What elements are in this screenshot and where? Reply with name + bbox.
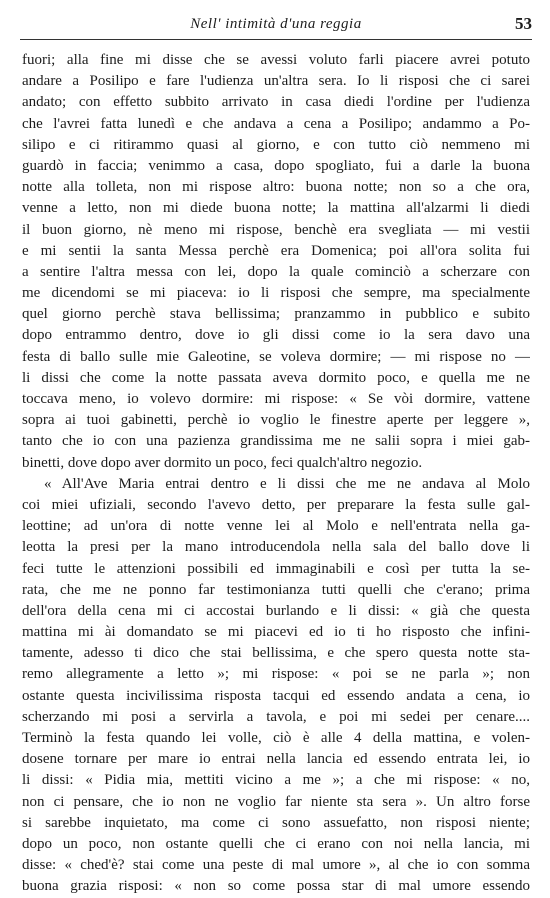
body-text — [22, 50, 530, 898]
text-line: dell'ora della cena mi ci accostai burlando e li dissi: « già che questa — [22, 602, 530, 619]
text-line: notte alla tolleta, non mi rispose altro: buona notte; non so a che ora, — [22, 179, 530, 196]
text-line: leotta la presi per la mano introducendola nella sala del ballo dove li — [22, 539, 530, 556]
text-line: Terminò la festa quando lei volle, ciò è alle 4 della mattina, e volen- — [22, 730, 530, 746]
text-line: ostante questa incivilissima risposta tacqui ed essendo andata a cena, io — [22, 687, 530, 704]
text-line: guardò in faccia; venimmo a casa, dopo spogliato, fui a darle la buona — [22, 157, 530, 174]
text-line: rata, che me ne ponno far testimonianza tutti quelli che c'erano; prima — [22, 581, 530, 598]
text-line: toccava meno, io volevo dormire: mi rispose: « Se vòi dormire, vattene — [22, 391, 530, 407]
text-line: mattina mi ài domandato se mi piacevi ed io ti ho risposto che infini- — [22, 624, 530, 641]
text-line: dosene tornare per mare io entrai nella lancia ed essendo entrata lei, io — [22, 751, 530, 768]
text-line: remo allegramente a letto »; mi rispose: « poi se ne parla »; non — [22, 666, 530, 683]
text-line: a sentire l'altra messa con lei, dopo la quale cominciò a scherzare con — [22, 263, 530, 280]
text-line: il buon giorno, nè meno mi rispose, benchè era svegliata — mi vestii — [22, 221, 530, 238]
text-line: venne a letto, non mi diede buona notte; la mattina all'alzarmi li diedi — [22, 200, 530, 217]
text-line: li dissi: « Pidia mia, mettiti vicino a me »; a che mi rispose: « no, — [22, 772, 530, 789]
running-title: Nell' intimità d'una reggia — [190, 16, 362, 32]
text-line: tamente, adesso ti dico che stai bellissima, e che spero questa notte sta- — [22, 645, 530, 662]
text-line: « All'Ave Maria entrai dentro e li dissi che me ne andava al Molo — [44, 475, 530, 492]
text-line: binetti, dove dopo aver dormito un poco, feci qualch'altro negozio. — [22, 454, 423, 471]
text-line: me dicendomi se mi piaceva: io li risposi che sempre, ma specialmente — [22, 285, 530, 302]
header-rule — [20, 39, 532, 40]
text-line: li dissi che come la notte passata aveva dormito poco, e quella me ne — [22, 369, 530, 386]
text-line: festa di ballo sulle mie Galeotine, se voleva dormire; — mi rispose no — — [22, 348, 530, 365]
text-line: si sarebbe inquietato, ma come ci sono assuefatto, non risposi niente; — [22, 814, 530, 831]
text-line: non ci pensare, che io non ne voglio far niente sta sera ». Un altro forse — [22, 793, 530, 810]
text-line: coi miei ufiziali, secondo l'avevo detto, per preparare la festa sulle gal- — [22, 496, 530, 513]
text-line: fuori; alla fine mi disse che se avessi voluto farli piacere avrei potuto — [22, 52, 530, 68]
page-number: 53 — [515, 14, 532, 33]
text-line: leottine; ad un'ora di notte venne lei al Molo e nell'entrata nella ga- — [22, 518, 530, 535]
text-line: tanto che io con una pazienza grandissima me ne salii sopra i miei gab- — [22, 433, 530, 450]
text-line: disse: « ched'è? stai come una peste di mal umore », al che io con somma — [22, 857, 530, 874]
text-line: silipo e ci ritirammo quasi al giorno, e con tutto ciò nemmeno mi — [22, 136, 530, 153]
text-line: e mi sentii la santa Messa perchè era Domenica; poi all'ora solita fui — [22, 242, 530, 259]
text-line: scherzando mi posi a servirla a tavola, e poi mi sedei per cenare.... — [22, 708, 530, 725]
text-line: quel giorno perchè stava bellissima; pranzammo in pubblico e subito — [22, 306, 530, 323]
text-line: sopra ai tuoi gabinetti, perchè io voglio le finestre aperte per leggere », — [22, 412, 530, 429]
text-line: dopo un poco, non ostante quelli che ci erano con noi nella lancia, mi — [22, 835, 530, 852]
text-line: che l'avrei fatta lunedì e che andava a cena a Posilipo; andammo a Po- — [22, 115, 530, 132]
text-line: feci tutte le attenzioni possibili ed immaginabili e così per tutta la se- — [22, 560, 530, 577]
text-line: buona grazia risposi: « non so come possa star di mal umore essendo — [22, 878, 530, 895]
page-header — [20, 10, 532, 40]
text-line: dopo entrammo dentro, dove io gli dissi come io la sera davo una — [22, 327, 530, 344]
text-line: andato; con effetto subbito arrivato in casa diedi l'ordine per l'udienza — [22, 94, 530, 111]
text-line: andare a Posilipo e fare l'udienza un'altra sera. Io li risposi che ci sarei — [22, 73, 530, 90]
